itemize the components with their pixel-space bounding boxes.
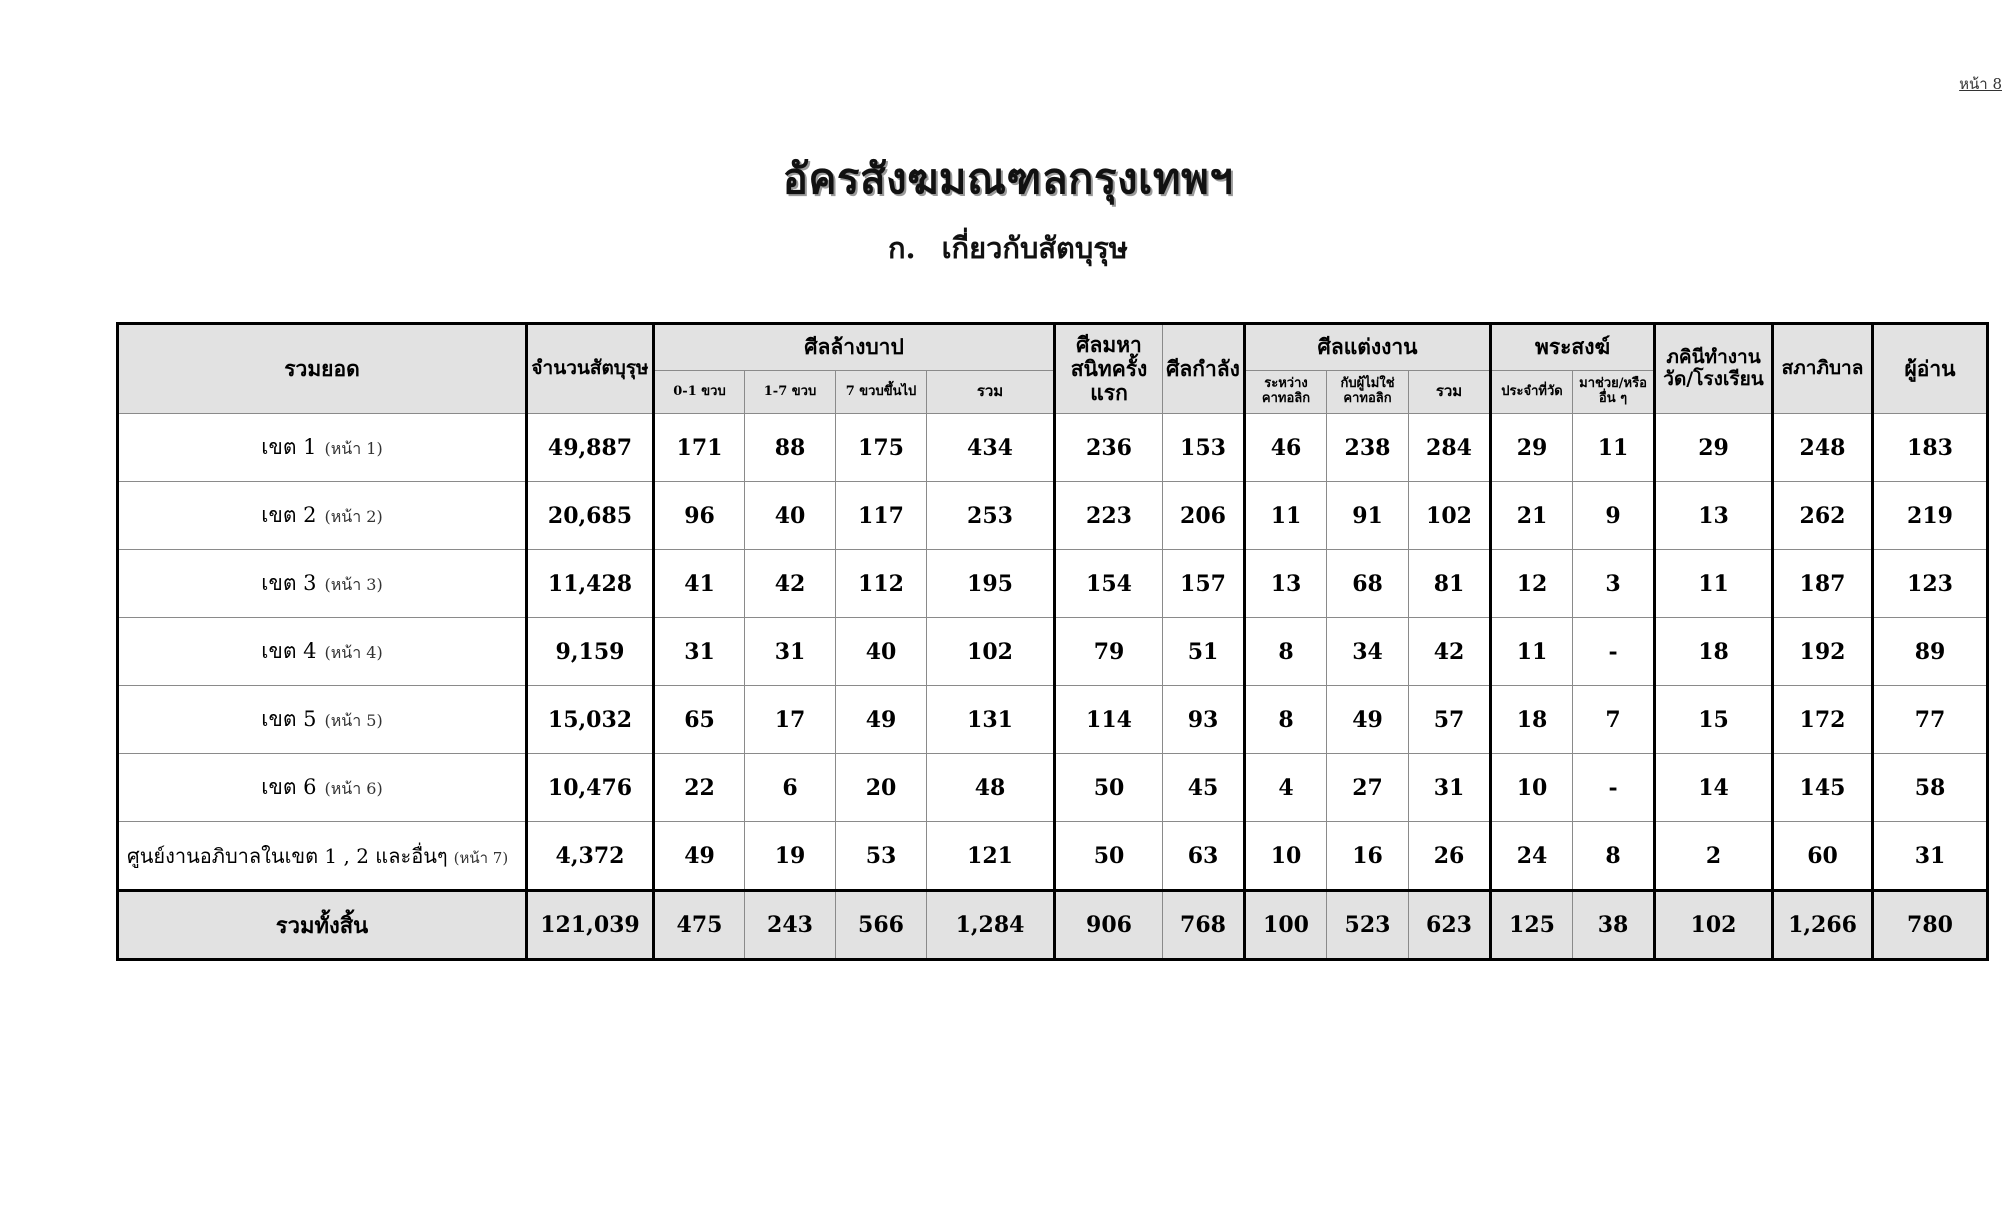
table-cell: 238 [1327,414,1409,482]
table-cell: 154 [1055,550,1163,618]
table-cell: 123 [1873,550,1988,618]
header-population: จำนวนสัตบุรุษ [527,324,654,414]
table-cell: 125 [1491,891,1573,960]
table-cell: 60 [1773,822,1873,891]
table-cell: 145 [1773,754,1873,822]
table-cell: 566 [836,891,927,960]
table-cell: 9 [1573,482,1655,550]
row-label-text: เขต 3 [261,571,317,595]
row-page-ref: (หน้า 2) [324,507,383,526]
row-label [118,822,527,891]
table-cell: 20 [836,754,927,822]
table-cell: 31 [1873,822,1988,891]
row-page-ref: (หน้า 3) [324,575,383,594]
table-cell: 15 [1655,686,1773,754]
table-cell: 121,039 [527,891,654,960]
table-cell: 49 [1327,686,1409,754]
row-page-ref: (หน้า 6) [324,779,383,798]
table-cell: 157 [1163,550,1245,618]
table-cell: 57 [1409,686,1491,754]
row-label-text: เขต 1 [261,435,317,459]
page-title: อัครสังฆมณฑลกรุงเทพฯ [782,154,1234,203]
table-cell: 175 [836,414,927,482]
table-cell: 4 [1245,754,1327,822]
table-cell: 96 [654,482,745,550]
table-cell: 19 [745,822,836,891]
table-cell: 31 [1409,754,1491,822]
table-cell: 13 [1245,550,1327,618]
table-body [118,414,1988,891]
table-cell: 18 [1655,618,1773,686]
subtitle-text: เกี่ยวกับสัตบุรุษ [941,231,1128,265]
table-cell: 192 [1773,618,1873,686]
table-cell: 88 [745,414,836,482]
table-cell: 11 [1573,414,1655,482]
table-row [118,550,1988,618]
table-cell: 34 [1327,618,1409,686]
table-cell: 77 [1873,686,1988,754]
table-cell: 15,032 [527,686,654,754]
table-cell: 49 [836,686,927,754]
header-summary: รวมยอด [118,324,527,414]
table-row [118,414,1988,482]
table-row [118,822,1988,891]
header-priests: พระสงฆ์ [1491,324,1655,371]
table-cell: 53 [836,822,927,891]
table-cell: 7 [1573,686,1655,754]
table-cell: 262 [1773,482,1873,550]
total-row [118,891,1988,960]
row-label [118,686,527,754]
table-cell: 58 [1873,754,1988,822]
table-cell: 102 [927,618,1055,686]
table-cell: 41 [654,550,745,618]
table-row [118,618,1988,686]
table-cell: 26 [1409,822,1491,891]
table-cell: 29 [1655,414,1773,482]
table-cell: 906 [1055,891,1163,960]
table-cell: 100 [1245,891,1327,960]
row-label [118,754,527,822]
table-cell: 79 [1055,618,1163,686]
table-cell: 8 [1245,618,1327,686]
table-cell: 153 [1163,414,1245,482]
table-cell: 8 [1245,686,1327,754]
table-cell: 117 [836,482,927,550]
table-cell: 768 [1163,891,1245,960]
table-cell: 65 [654,686,745,754]
row-label-text: เขต 5 [261,707,317,731]
table-cell: 195 [927,550,1055,618]
table-cell: 13 [1655,482,1773,550]
table-cell: 91 [1327,482,1409,550]
table-cell: 2 [1655,822,1773,891]
row-page-ref: (หน้า 4) [324,643,383,662]
table-cell: 131 [927,686,1055,754]
row-label [118,550,527,618]
table-cell: 31 [654,618,745,686]
page-number: หน้า 8 [1959,75,2002,93]
table-cell: 11 [1655,550,1773,618]
table-cell: - [1573,618,1655,686]
table-cell: 18 [1491,686,1573,754]
table-cell: 223 [1055,482,1163,550]
table-cell: 475 [654,891,745,960]
table-cell: - [1573,754,1655,822]
row-page-ref: (หน้า 5) [324,711,383,730]
header-baptism-7-up: 7 ขวบขึ้นไป [836,371,927,414]
table-cell: 183 [1873,414,1988,482]
table-cell: 50 [1055,754,1163,822]
table-cell: 206 [1163,482,1245,550]
table-row [118,482,1988,550]
table-row [118,686,1988,754]
row-label-text: เขต 6 [261,775,317,799]
header-marriage-mixed: กับผู้ไม่ใช่คาทอลิก [1327,371,1409,414]
table-cell: 780 [1873,891,1988,960]
table-cell: 42 [1409,618,1491,686]
table-cell: 523 [1327,891,1409,960]
table-cell: 51 [1163,618,1245,686]
table-cell: 11,428 [527,550,654,618]
header-confirmation: ศีลกำลัง [1163,324,1245,414]
header-marriage: ศีลแต่งงาน [1245,324,1491,371]
table-cell: 102 [1409,482,1491,550]
header-marriage-total: รวม [1409,371,1491,414]
row-label-text: เขต 2 [261,503,317,527]
table-cell: 4,372 [527,822,654,891]
header-baptism-1-7: 1-7 ขวบ [745,371,836,414]
table-cell: 31 [745,618,836,686]
table-cell: 1,284 [927,891,1055,960]
table-cell: 121 [927,822,1055,891]
table-cell: 114 [1055,686,1163,754]
table-cell: 14 [1655,754,1773,822]
table-cell: 50 [1055,822,1163,891]
table-cell: 243 [745,891,836,960]
page-subtitle [0,225,2016,271]
table-cell: 89 [1873,618,1988,686]
table-cell: 112 [836,550,927,618]
table-cell: 623 [1409,891,1491,960]
row-label [118,414,527,482]
table-cell: 8 [1573,822,1655,891]
summary-table [116,322,1989,961]
table-cell: 24 [1491,822,1573,891]
table-cell: 11 [1245,482,1327,550]
table-cell: 22 [654,754,745,822]
table-cell: 6 [745,754,836,822]
table-cell: 48 [927,754,1055,822]
row-label [118,618,527,686]
table-cell: 49,887 [527,414,654,482]
table-cell: 68 [1327,550,1409,618]
row-label-text: ศูนย์งานอภิบาลในเขต 1 , 2 และอื่นๆ [127,843,448,868]
header-councils: สภาภิบาล [1773,324,1873,414]
table-cell: 93 [1163,686,1245,754]
table-cell: 40 [836,618,927,686]
header-baptism-total: รวม [927,371,1055,414]
table-cell: 248 [1773,414,1873,482]
row-label [118,482,527,550]
table-cell: 10 [1245,822,1327,891]
table-cell: 9,159 [527,618,654,686]
header-baptism-0-1: 0-1 ขวบ [654,371,745,414]
table-cell: 81 [1409,550,1491,618]
header-priests-helping: มาช่วย/หรืออื่น ๆ [1573,371,1655,414]
subtitle-prefix: ก. [887,231,916,265]
table-cell: 49 [654,822,745,891]
header-nuns: ภคินีทำงานวัด/โรงเรียน [1655,324,1773,414]
table-cell: 284 [1409,414,1491,482]
table-cell: 1,266 [1773,891,1873,960]
row-page-ref: (หน้า 7) [453,848,509,867]
table-cell: 42 [745,550,836,618]
table-cell: 10 [1491,754,1573,822]
table-cell: 3 [1573,550,1655,618]
header-priests-resident: ประจำที่วัด [1491,371,1573,414]
table-cell: 253 [927,482,1055,550]
table-cell: 46 [1245,414,1327,482]
header-baptism: ศีลล้างบาป [654,324,1055,371]
table-cell: 40 [745,482,836,550]
table-cell: 63 [1163,822,1245,891]
row-page-ref: (หน้า 1) [324,439,383,458]
total-label: รวมทั้งสิ้น [118,891,527,960]
header-first-communion: ศีลมหาสนิทครั้งแรก [1055,324,1163,414]
table-cell: 45 [1163,754,1245,822]
table-cell: 172 [1773,686,1873,754]
header-readers: ผู้อ่าน [1873,324,1988,414]
table-cell: 434 [927,414,1055,482]
header-marriage-catholic: ระหว่างคาทอลิก [1245,371,1327,414]
table-cell: 187 [1773,550,1873,618]
table-cell: 102 [1655,891,1773,960]
table-cell: 12 [1491,550,1573,618]
table-cell: 11 [1491,618,1573,686]
table-cell: 171 [654,414,745,482]
table-row [118,754,1988,822]
table-cell: 38 [1573,891,1655,960]
table-cell: 27 [1327,754,1409,822]
table-cell: 17 [745,686,836,754]
table-cell: 10,476 [527,754,654,822]
table-cell: 16 [1327,822,1409,891]
table-cell: 20,685 [527,482,654,550]
table-cell: 219 [1873,482,1988,550]
row-label-text: เขต 4 [261,639,317,663]
table-cell: 236 [1055,414,1163,482]
table-cell: 29 [1491,414,1573,482]
table-cell: 21 [1491,482,1573,550]
